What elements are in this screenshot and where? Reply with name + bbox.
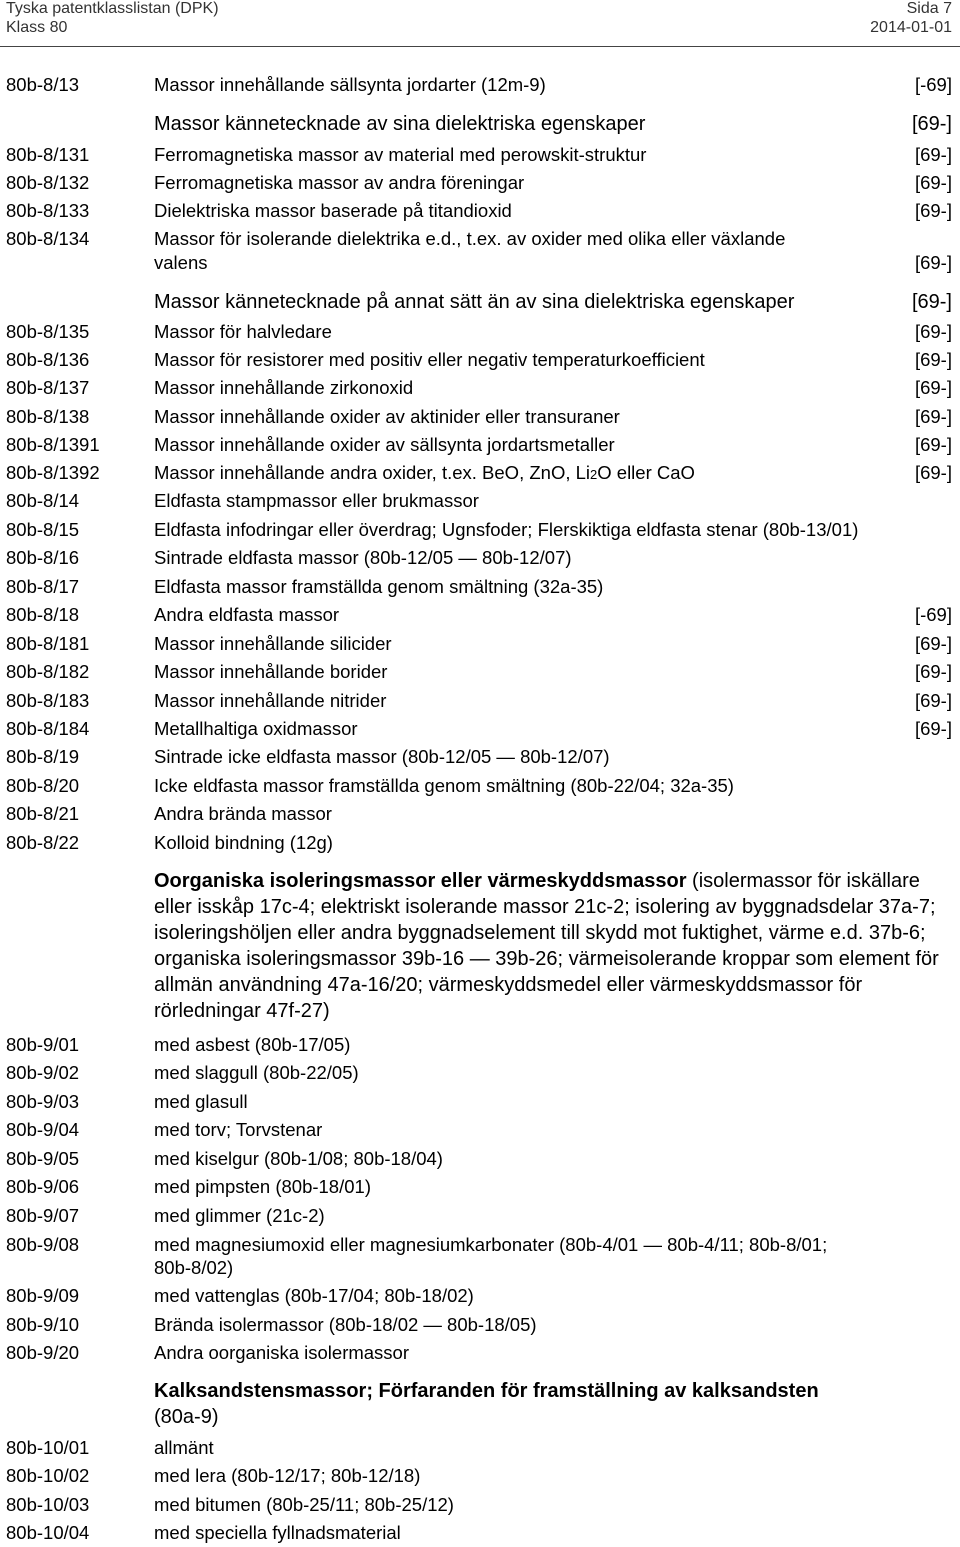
- class-description: [154, 461, 952, 486]
- class-description: med pimpsten (80b-18/01): [154, 1176, 371, 1197]
- class-code: 80b-8/133: [6, 200, 90, 221]
- class-code: 80b-8/183: [6, 690, 90, 711]
- validity-tag: [69-]: [914, 690, 952, 711]
- header-left-subtitle: Klass 80: [6, 19, 68, 36]
- class-description: Ferromagnetiska massor av material med perowskit-struktur: [154, 144, 647, 165]
- list-item: [0, 227, 960, 275]
- section-title: Massor kännetecknade av sina dielektriska egenskaper: [154, 113, 646, 135]
- class-code: 80b-8/136: [6, 349, 90, 370]
- class-code: 80b-10/03: [6, 1494, 90, 1515]
- class-description: Eldfasta massor framställda genom smältning (32a-35): [154, 576, 604, 597]
- class-code: 80b-8/14: [6, 490, 80, 511]
- class-description-continued: 80b-8/02): [154, 1257, 234, 1278]
- class-code: 80b-10/02: [6, 1465, 90, 1486]
- section-title: Kalksandstensmassor; Förfaranden för framställning av kalksandsten: [154, 1380, 819, 1402]
- class-code: 80b-9/20: [6, 1342, 80, 1363]
- class-description: med vattenglas (80b-17/04; 80b-18/02): [154, 1285, 474, 1306]
- class-code: 80b-9/06: [6, 1176, 80, 1197]
- class-code: 80b-8/19: [6, 746, 80, 767]
- validity-tag: [69-]: [914, 252, 952, 273]
- section-title: Massor kännetecknade på annat sätt än av sina dielektriska egenskaper: [154, 291, 795, 313]
- section-note: (80a-9): [154, 1406, 219, 1428]
- class-code: 80b-9/04: [6, 1119, 80, 1140]
- validity-tag: [69-]: [914, 718, 952, 739]
- validity-tag: [69-]: [914, 462, 952, 483]
- class-code: 80b-8/184: [6, 718, 90, 739]
- validity-tag: [69-]: [914, 349, 952, 370]
- class-code: 80b-9/10: [6, 1314, 80, 1335]
- class-code: 80b-8/20: [6, 775, 80, 796]
- class-code: 80b-8/132: [6, 172, 90, 193]
- class-code: 80b-8/15: [6, 519, 80, 540]
- class-code: 80b-8/21: [6, 803, 80, 824]
- class-description: Dielektriska massor baserade på titandioxid: [154, 200, 512, 221]
- validity-tag: [69-]: [911, 291, 952, 313]
- class-description: med speciella fyllnadsmaterial: [154, 1522, 401, 1543]
- header-date: 2014-01-01: [870, 19, 952, 36]
- class-code: 80b-9/08: [6, 1234, 80, 1255]
- class-code: 80b-8/1392: [6, 462, 100, 483]
- validity-tag: [69-]: [911, 113, 952, 135]
- validity-tag: [69-]: [914, 434, 952, 455]
- class-description: Andra oorganiska isolermassor: [154, 1342, 410, 1363]
- class-description: Massor innehållande oxider av sällsynta jordartsmetaller: [154, 434, 615, 455]
- class-description: Massor innehållande oxider av aktinider eller transuraner: [154, 406, 620, 427]
- validity-tag: [69-]: [914, 633, 952, 654]
- class-code: 80b-8/137: [6, 377, 90, 398]
- class-code: 80b-8/18: [6, 604, 80, 625]
- validity-tag: [69-]: [914, 377, 952, 398]
- header-divider: [0, 46, 960, 47]
- validity-tag: [69-]: [914, 406, 952, 427]
- validity-tag: [69-]: [914, 200, 952, 221]
- class-code: 80b-8/182: [6, 661, 90, 682]
- class-description: Ferromagnetiska massor av andra föreningar: [154, 172, 525, 193]
- class-description: med glasull: [154, 1091, 248, 1112]
- class-description: Sintrade icke eldfasta massor (80b-12/05 — 80b-12/07): [154, 746, 610, 767]
- class-code: 80b-10/04: [6, 1522, 90, 1543]
- class-code: 80b-8/131: [6, 144, 90, 165]
- class-code: 80b-8/1391: [6, 434, 100, 455]
- class-code: 80b-8/135: [6, 321, 90, 342]
- class-description-continued: valens: [154, 252, 208, 273]
- class-description: Andra eldfasta massor: [154, 604, 340, 625]
- class-description: Massor för resistorer med positiv eller negativ temperaturkoefficient: [154, 349, 705, 370]
- validity-tag: [69-]: [914, 144, 952, 165]
- class-description: Metallhaltiga oxidmassor: [154, 718, 358, 739]
- validity-tag: [69-]: [914, 661, 952, 682]
- class-code: 80b-9/02: [6, 1062, 80, 1083]
- class-code: 80b-9/03: [6, 1091, 80, 1112]
- section-heading-insulation: [154, 868, 954, 1024]
- class-description: Eldfasta stampmassor eller brukmassor: [154, 490, 479, 511]
- class-description: Massor innehållande zirkonoxid: [154, 377, 414, 398]
- validity-tag: [69-]: [914, 172, 952, 193]
- section-title: Oorganiska isoleringsmassor eller värmeskyddsmassor: [154, 870, 687, 892]
- section-heading-sand-lime: [154, 1378, 954, 1430]
- class-description: allmänt: [154, 1437, 214, 1458]
- class-description-part: O eller CaO: [597, 462, 695, 483]
- class-description: Andra brända massor: [154, 803, 332, 824]
- class-description: Icke eldfasta massor framställda genom smältning (80b-22/04; 32a-35): [154, 775, 734, 796]
- class-description: Eldfasta infodringar eller överdrag; Ugnsfoder; Flerskiktiga eldfasta stenar (80b-13/01): [154, 519, 859, 540]
- class-code: 80b-9/01: [6, 1034, 80, 1055]
- class-description: Brända isolermassor (80b-18/02 — 80b-18/05): [154, 1314, 537, 1335]
- class-code: 80b-9/07: [6, 1205, 80, 1226]
- class-code: 80b-9/05: [6, 1148, 80, 1169]
- class-description: med torv; Torvstenar: [154, 1119, 323, 1140]
- validity-tag: [69-]: [914, 321, 952, 342]
- class-code: 80b-8/16: [6, 547, 80, 568]
- class-description: Kolloid bindning (12g): [154, 832, 333, 853]
- class-description: Sintrade eldfasta massor (80b-12/05 — 80b-12/07): [154, 547, 572, 568]
- class-description: Massor innehållande silicider: [154, 633, 392, 654]
- class-description: Massor för halvledare: [154, 321, 332, 342]
- class-code: 80b-8/17: [6, 576, 80, 597]
- class-description: med kiselgur (80b-1/08; 80b-18/04): [154, 1148, 443, 1169]
- class-description: Massor innehållande nitrider: [154, 690, 387, 711]
- list-item: [0, 1233, 960, 1281]
- class-code: 80b-8/22: [6, 832, 80, 853]
- class-description: med magnesiumoxid eller magnesiumkarbonater (80b-4/01 — 80b-4/11; 80b-8/01;: [154, 1234, 828, 1255]
- validity-tag: [-69]: [914, 604, 952, 625]
- subscript: 2: [590, 467, 598, 482]
- class-description: med slaggull (80b-22/05): [154, 1062, 359, 1083]
- class-code: 80b-8/13: [6, 74, 80, 95]
- class-description: med glimmer (21c-2): [154, 1205, 325, 1226]
- class-description: med bitumen (80b-25/11; 80b-25/12): [154, 1494, 454, 1515]
- validity-tag: [-69]: [914, 74, 952, 95]
- class-code: 80b-8/181: [6, 633, 90, 654]
- header-page-number: Sida 7: [906, 0, 952, 17]
- class-description: Massor för isolerande dielektrika e.d., t.ex. av oxider med olika eller växlande: [154, 228, 786, 249]
- class-code: 80b-9/09: [6, 1285, 80, 1306]
- class-description: Massor innehållande borider: [154, 661, 388, 682]
- class-description: Massor innehållande sällsynta jordarter (12m-9): [154, 74, 546, 95]
- header-left-title: Tyska patentklasslistan (DPK): [6, 0, 219, 17]
- class-description: med lera (80b-12/17; 80b-12/18): [154, 1465, 421, 1486]
- class-description-part: Massor innehållande andra oxider, t.ex. BeO, ZnO, Li: [154, 462, 591, 483]
- class-code: 80b-8/134: [6, 228, 90, 249]
- class-description: med asbest (80b-17/05): [154, 1034, 351, 1055]
- section-note: (isolermassor för iskällare eller isskåp 17c-4; elektriskt isolerande massor 21c-2; isolering av byggnadsdelar 37a-7; isoleringshöljen eller andra byggnadselement till skydd mot fuktighet, värme e.d. 37b-6; organiska isoleringsmassor 39b-16 — 39b-26; värmeisolerande kroppar som element för allmän användning 47a-16/20; värmeskyddsmedel eller värmeskyddsmassor för rörledningar 47f-27): [154, 870, 939, 1022]
- class-code: 80b-8/138: [6, 406, 90, 427]
- class-code: 80b-10/01: [6, 1437, 90, 1458]
